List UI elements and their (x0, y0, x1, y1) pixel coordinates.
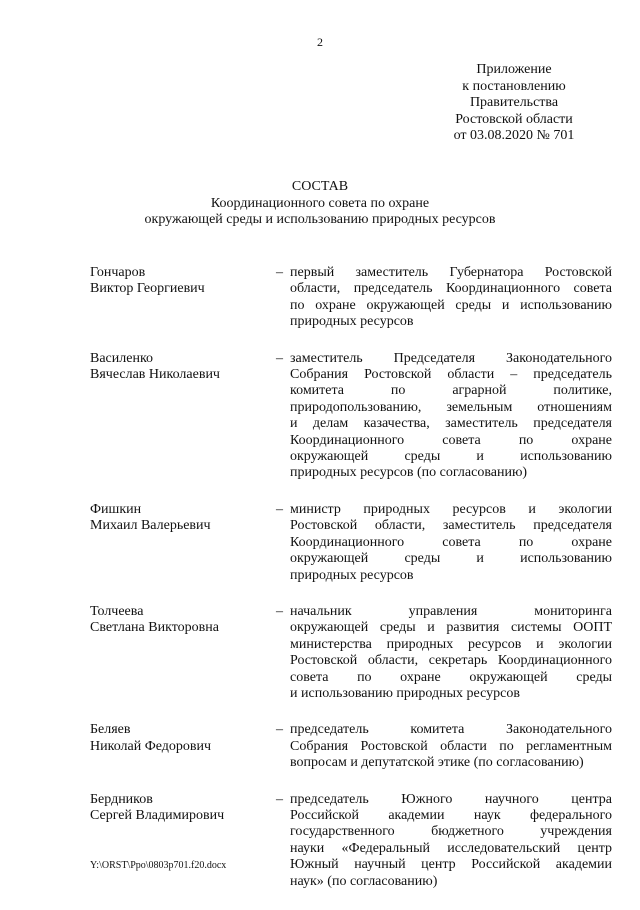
member-entry (90, 265, 612, 331)
member-position-line: первый заместитель Губернатора Ростовской (290, 265, 612, 280)
member-position-line: министерства природных ресурсов и экологии (290, 636, 612, 652)
member-position-line: наук» (по согласованию) (290, 873, 438, 889)
member-name (90, 792, 276, 890)
document-title (0, 179, 640, 229)
member-name (90, 351, 276, 482)
title-line: Координационного совета по охране (210, 195, 430, 211)
member-position-line: комитета по аграрной политике, (290, 383, 612, 399)
member-entry (90, 351, 612, 482)
member-dash: – (276, 722, 283, 738)
member-position-line: министр природных ресурсов и экологии (290, 501, 612, 517)
member-position-line: окружающей среды и развития системы ООПТ (290, 620, 612, 636)
member-name-line: Сергей Владимирович (90, 807, 225, 823)
page-number: 2 (317, 35, 323, 49)
member-position-line: вопросам и депутатской этике (по согласованию) (290, 755, 584, 771)
member-dash: – (276, 603, 283, 619)
member-position-line: и делам казачества, заместитель председателя (290, 416, 612, 432)
member-name-line: Виктор Георгиевич (90, 281, 205, 297)
member-name (90, 604, 276, 702)
member-position-line: окружающей среды и использованию (290, 551, 612, 567)
appendix-header (420, 62, 608, 145)
members-list (90, 265, 612, 910)
member-name-line: Василенко (90, 350, 154, 366)
member-entry (90, 502, 612, 584)
member-position (290, 722, 612, 771)
member-dash: – (276, 265, 283, 280)
member-name-line: Гончаров (90, 265, 146, 280)
title-line: СОСТАВ (291, 179, 349, 194)
member-position (290, 604, 612, 702)
member-position-line: Российской академии наук федерального (290, 807, 612, 823)
member-name-line: Бердников (90, 791, 153, 807)
member-position-line: природных ресурсов (по согласованию) (290, 465, 528, 481)
member-name (90, 265, 276, 331)
member-dash: – (276, 791, 283, 807)
member-position-line: Ростовской области, заместитель председателя (290, 518, 612, 534)
member-position-line: природных ресурсов (290, 567, 414, 583)
member-position-line: окружающей среды и использованию (290, 449, 612, 465)
title-line: окружающей среды и использованию природных ресурсов (144, 212, 496, 227)
member-position-line: Южный научный центр Российской академии (290, 857, 612, 873)
member-name-line: Толчеева (90, 603, 144, 619)
member-name-line: Беляев (90, 722, 131, 738)
member-position-line: природных ресурсов (290, 314, 414, 330)
member-name-line: Светлана Викторовна (90, 620, 219, 636)
member-position-line: начальник управления мониторинга (290, 603, 612, 619)
appendix-line: Правительства (469, 95, 559, 110)
member-name-line: Николай Федорович (90, 738, 212, 754)
member-name (90, 502, 276, 584)
file-path-footer: Y:\ORST\Ppo\0803p701.f20.docx (90, 860, 227, 871)
member-position-line: по охране окружающей среды и использованию (290, 297, 612, 313)
member-name-line: Вячеслав Николаевич (90, 367, 220, 383)
member-entry (90, 722, 612, 771)
appendix-line: Ростовской области (455, 111, 573, 127)
member-dash: – (276, 350, 283, 366)
member-position-line: науки «Федеральный исследовательский центр (290, 840, 612, 856)
member-position-line: государственного бюджетного учреждения (290, 824, 612, 840)
member-position-line: природопользованию, земельным отношениям (290, 399, 612, 415)
appendix-line: от 03.08.2020 № 701 (453, 128, 575, 143)
member-entry (90, 604, 612, 702)
member-position (290, 265, 612, 331)
member-position-line: Собрания Ростовской области – председатель (290, 367, 612, 383)
member-position-line: председатель Южного научного центра (290, 791, 612, 807)
member-position-line: Координационного совета по охране (290, 534, 612, 550)
appendix-line: Приложение (476, 62, 552, 77)
member-position-line: Координационного совета по охране (290, 432, 612, 448)
member-position-line: совета по охране окружающей среды (290, 669, 612, 685)
member-position-line: области, председатель Координационного совета (290, 281, 612, 297)
member-position-line: и использованию природных ресурсов (290, 685, 520, 701)
member-entry (90, 792, 612, 890)
member-dash: – (276, 501, 283, 517)
member-position (290, 351, 612, 482)
member-position-line: заместитель Председателя Законодательного (290, 350, 612, 366)
member-name (90, 722, 276, 771)
appendix-line: к постановлению (462, 78, 566, 94)
member-name-line: Михаил Валерьевич (90, 518, 211, 534)
member-position (290, 502, 612, 584)
member-position (290, 792, 612, 890)
member-position-line: Собрания Ростовской области по регламентным (290, 738, 612, 754)
member-position-line: председатель комитета Законодательного (290, 722, 612, 738)
member-position-line: Ростовской области, секретарь Координационного (290, 653, 612, 669)
member-name-line: Фишкин (90, 501, 142, 517)
